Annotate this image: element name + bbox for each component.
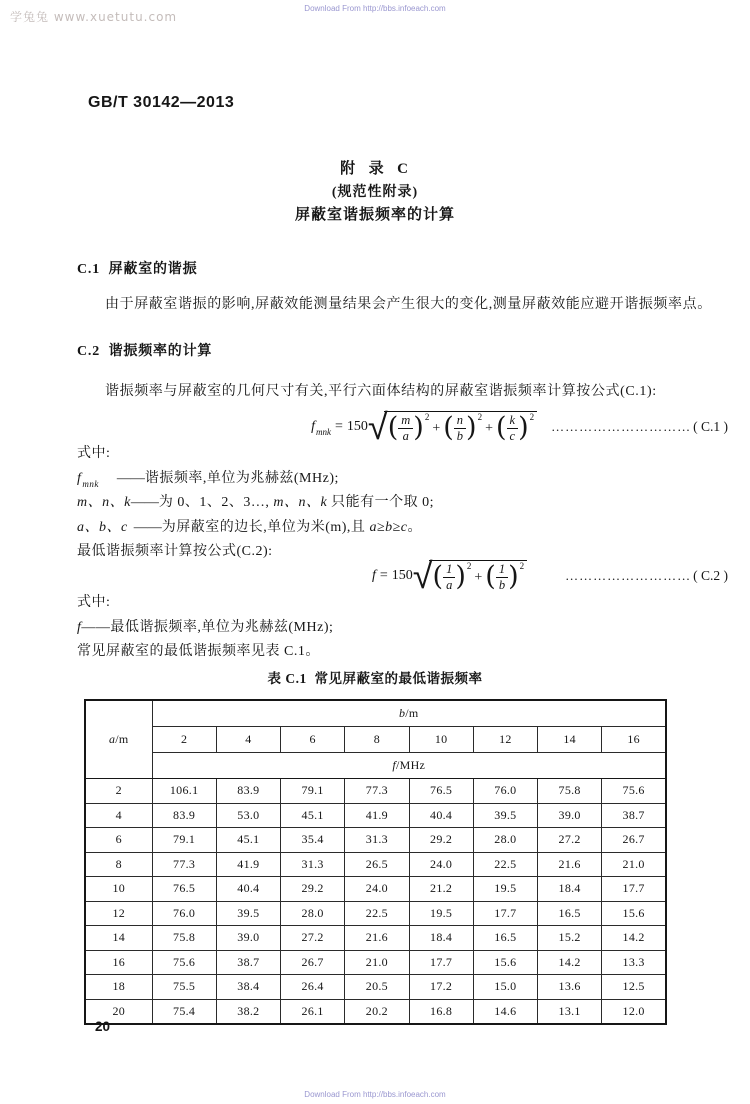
table-cell: 12.0 [602, 999, 666, 1024]
unit-mhz: /MHz [395, 758, 426, 772]
c2-where-list [77, 591, 728, 665]
appendix-titles [0, 157, 750, 227]
table-cell: 19.5 [473, 877, 537, 902]
table-c1-body [85, 779, 666, 1025]
description: 谐振频率,单位为兆赫兹(MHz); [144, 470, 339, 486]
sqrt-expression [412, 556, 527, 597]
left-paren: ( [443, 412, 454, 444]
var-a: a [108, 732, 116, 746]
where-line-fmnk [77, 467, 728, 492]
table-cell: 26.1 [281, 999, 345, 1024]
table-cell: 16.5 [538, 901, 602, 926]
table-cell: 76.0 [152, 901, 216, 926]
col-header: 16 [602, 727, 666, 753]
fraction-denominator: b [498, 578, 506, 592]
exponent: 2 [466, 560, 472, 571]
var-b: b [398, 706, 406, 720]
table-cell: 13.3 [602, 950, 666, 975]
table-cell: 45.1 [216, 828, 280, 853]
exponent: 2 [477, 411, 483, 422]
equals-sign: = [379, 568, 388, 583]
corner-header-am [85, 700, 152, 779]
group-header-bm [152, 700, 666, 727]
table-cell: 76.0 [473, 779, 537, 804]
right-paren: ) [455, 561, 466, 593]
table-row [85, 828, 666, 853]
equals-sign: = [335, 419, 343, 434]
table-cell: 41.9 [216, 852, 280, 877]
description: 为 0、1、2、3…, [158, 495, 274, 510]
col-header: 14 [538, 727, 602, 753]
dotted-leader: ………………………… [551, 419, 692, 434]
table-cell: 79.1 [281, 779, 345, 804]
plus-sign: + [432, 420, 441, 436]
table-cell: 17.7 [409, 950, 473, 975]
row-header-a: 10 [85, 877, 152, 902]
fraction-numerator: k [507, 414, 519, 429]
table-cell: 14.6 [473, 999, 537, 1024]
dash: —— [130, 495, 159, 510]
row-header-a: 14 [85, 926, 152, 951]
table-cell: 14.2 [602, 926, 666, 951]
table-row [85, 852, 666, 877]
formula-c1-lhs: f [311, 419, 316, 434]
table-cell: 27.2 [281, 926, 345, 951]
fraction-n-b [454, 414, 466, 443]
table-cell: 39.0 [216, 926, 280, 951]
section-c1-body: 由于屏蔽室谐振的影响,屏蔽效能测量结果会产生很大的变化,测量屏蔽效能应避开谐振频率点。 [105, 297, 712, 312]
left-paren: ( [387, 412, 399, 444]
table-cell: 13.6 [538, 975, 602, 1000]
formula-c1-lhs-subscript: mnk [316, 427, 332, 437]
table-cell: 38.7 [602, 803, 666, 828]
sqrt-sign-icon: √ [412, 556, 433, 597]
symbol-f: f [77, 470, 82, 486]
symbol-abc-inline: a≥b≥c [369, 519, 408, 535]
formula-c2-label: ( C.2 ) [693, 568, 728, 583]
symbol-mnk-inline: m、n、k [273, 495, 328, 510]
table-cell: 21.0 [602, 852, 666, 877]
sqrt-expression [367, 407, 537, 448]
description: 为屏蔽室的边长,单位为米(m),且 [161, 519, 370, 535]
table-cell: 29.2 [281, 877, 345, 902]
table-cell: 18.4 [409, 926, 473, 951]
table-cell: 53.0 [216, 803, 280, 828]
table-cell: 26.7 [602, 828, 666, 853]
fraction-k-c [507, 414, 519, 443]
table-row [85, 926, 666, 951]
row-header-a: 20 [85, 999, 152, 1024]
description: 。 [407, 519, 423, 535]
table-row [85, 901, 666, 926]
exponent: 2 [424, 411, 430, 422]
symbol-abc: a、b、c [77, 519, 128, 535]
table-row [85, 950, 666, 975]
dotted-leader: ……………………… [565, 568, 692, 583]
table-cell: 18.4 [538, 877, 602, 902]
col-header: 2 [152, 727, 216, 753]
table-cell: 35.4 [281, 828, 345, 853]
fraction-1-b [496, 563, 508, 592]
table-cell: 22.5 [473, 852, 537, 877]
table-c1-head [85, 700, 666, 779]
table-cell: 15.2 [538, 926, 602, 951]
table-c1 [84, 699, 667, 1025]
radicand [429, 560, 528, 592]
table-cell: 26.4 [281, 975, 345, 1000]
table-cell: 75.8 [152, 926, 216, 951]
fraction-denominator: b [456, 429, 464, 443]
table-cell: 76.5 [152, 877, 216, 902]
table-row [85, 803, 666, 828]
row-header-a: 6 [85, 828, 152, 853]
where-line-abc [77, 516, 728, 541]
fraction-numerator: m [398, 414, 413, 429]
table-cell: 22.5 [345, 901, 409, 926]
table-cell: 21.6 [345, 926, 409, 951]
symbol-f-subscript: mnk [82, 478, 99, 489]
table-cell: 20.5 [345, 975, 409, 1000]
table-cell: 75.6 [152, 950, 216, 975]
fraction-denominator: a [402, 429, 409, 443]
sqrt-sign-icon: √ [367, 407, 388, 448]
table-cell: 77.3 [345, 779, 409, 804]
table-cell: 19.5 [409, 901, 473, 926]
unit-m: /m [115, 732, 129, 746]
fraction-numerator: 1 [496, 563, 508, 578]
table-cell: 20.2 [345, 999, 409, 1024]
table-cell: 24.0 [345, 877, 409, 902]
formula-c1-coefficient: 150 [346, 419, 368, 434]
table-cell: 75.8 [538, 779, 602, 804]
table-cell: 15.6 [602, 901, 666, 926]
row-header-a: 4 [85, 803, 152, 828]
table-cell: 21.0 [345, 950, 409, 975]
fraction-numerator: n [454, 414, 466, 429]
table-cell: 16.8 [409, 999, 473, 1024]
right-paren: ) [466, 412, 477, 444]
table-cell: 83.9 [216, 779, 280, 804]
left-paren: ( [432, 561, 444, 593]
col-header: 8 [345, 727, 409, 753]
formula-c1-label: ( C.1 ) [693, 419, 728, 434]
section-c1-heading: C.1 屏蔽室的谐振 [77, 262, 198, 277]
exponent: 2 [529, 411, 535, 422]
section-c2-heading: C.2 谐振频率的计算 [77, 344, 213, 359]
symbol-f: f [77, 619, 82, 635]
table-cell: 83.9 [152, 803, 216, 828]
table-cell: 38.4 [216, 975, 280, 1000]
plus-sign: + [474, 569, 483, 585]
c1-where-list [77, 442, 728, 565]
where-line-f [77, 616, 728, 641]
site-watermark: 学兔兔 www.xuetutu.com [10, 10, 178, 24]
table-cell: 75.5 [152, 975, 216, 1000]
appendix-subtitle: (规范性附录) [331, 185, 419, 200]
fraction-numerator: 1 [443, 563, 455, 578]
var-f: f [392, 758, 396, 772]
dash: —— [133, 519, 162, 535]
row-header-a: 8 [85, 852, 152, 877]
plus-sign: + [485, 420, 493, 436]
fraction-denominator: c [509, 429, 516, 443]
c2-formula-intro: 最低谐振频率计算按公式(C.2): [77, 544, 273, 559]
unit-m: /m [405, 706, 419, 720]
left-paren: ( [495, 412, 507, 444]
table-cell: 40.4 [216, 877, 280, 902]
table-cell: 106.1 [152, 779, 216, 804]
table-cell: 31.3 [281, 852, 345, 877]
b-values-row [85, 727, 666, 753]
table-cell: 77.3 [152, 852, 216, 877]
exponent: 2 [519, 560, 525, 571]
right-paren: ) [508, 561, 519, 593]
download-note-bottom: Download From http://bbs.infoeach.com [304, 1090, 446, 1099]
fraction-m-a [398, 414, 413, 443]
table-cell: 14.2 [538, 950, 602, 975]
dash: —— [116, 470, 145, 486]
description: ——最低谐振频率,单位为兆赫兹(MHz); [81, 619, 334, 635]
col-header: 4 [216, 727, 280, 753]
page-number: 20 [95, 1019, 111, 1034]
col-header: 12 [473, 727, 537, 753]
table-row [85, 999, 666, 1024]
table-cell: 21.6 [538, 852, 602, 877]
section-c2-intro: 谐振频率与屏蔽室的几何尺寸有关,平行六面体结构的屏蔽室谐振频率计算按公式(C.1): [105, 384, 657, 399]
table-cell: 24.0 [409, 852, 473, 877]
col-header: 10 [409, 727, 473, 753]
appendix-topic: 屏蔽室谐振频率的计算 [294, 207, 455, 223]
table-cell: 39.5 [473, 803, 537, 828]
table-cell: 41.9 [345, 803, 409, 828]
table-cell: 13.1 [538, 999, 602, 1024]
table-cell: 17.7 [602, 877, 666, 902]
download-note-top: Download From http://bbs.infoeach.com [304, 4, 446, 13]
row-header-a: 12 [85, 901, 152, 926]
table-cell: 28.0 [281, 901, 345, 926]
left-paren: ( [485, 561, 496, 593]
table-cell: 45.1 [281, 803, 345, 828]
table-cell: 15.6 [473, 950, 537, 975]
where-line-mnk [77, 491, 728, 516]
table-cell: 31.3 [345, 828, 409, 853]
table-row [85, 779, 666, 804]
table-cell: 29.2 [409, 828, 473, 853]
table-cell: 38.7 [216, 950, 280, 975]
right-paren: ) [413, 412, 424, 444]
table-cell: 40.4 [409, 803, 473, 828]
table-cell: 27.2 [538, 828, 602, 853]
fraction-denominator: a [446, 578, 453, 592]
col-header: 6 [281, 727, 345, 753]
formula-c1-expression [311, 407, 537, 448]
table-cell: 17.7 [473, 901, 537, 926]
table-row [85, 975, 666, 1000]
unit-header-fmhz [152, 753, 666, 779]
row-header-a: 16 [85, 950, 152, 975]
table-cell: 28.0 [473, 828, 537, 853]
table-cell: 79.1 [152, 828, 216, 853]
table-cell: 17.2 [409, 975, 473, 1000]
table-reference-line: 常见屏蔽室的最低谐振频率见表 C.1。 [77, 644, 320, 659]
table-cell: 75.4 [152, 999, 216, 1024]
symbol-mnk: m、n、k [77, 495, 131, 510]
formula-c2-coefficient: 150 [391, 568, 413, 583]
right-paren: ) [518, 412, 529, 444]
table-caption: 表 C.1 常见屏蔽室的最低谐振频率 [267, 671, 483, 686]
table-cell: 38.2 [216, 999, 280, 1024]
table-cell: 15.0 [473, 975, 537, 1000]
formula-c2-lhs: f [371, 568, 376, 583]
formula-c2-expression [371, 556, 527, 597]
table-cell: 12.5 [602, 975, 666, 1000]
table-cell: 39.5 [216, 901, 280, 926]
appendix-title: 附 录 C [340, 161, 410, 177]
table-cell: 26.5 [345, 852, 409, 877]
doc-number: GB/T 30142—2013 [88, 94, 235, 111]
fraction-1-a [443, 563, 455, 592]
table-cell: 39.0 [538, 803, 602, 828]
description: 只能有一个取 0; [327, 495, 435, 510]
table-cell: 76.5 [409, 779, 473, 804]
table-row [85, 877, 666, 902]
table-cell: 16.5 [473, 926, 537, 951]
table-cell: 21.2 [409, 877, 473, 902]
table-cell: 26.7 [281, 950, 345, 975]
where-heading: 式中: [77, 595, 111, 610]
table-cell: 75.6 [602, 779, 666, 804]
row-header-a: 18 [85, 975, 152, 1000]
where-heading: 式中: [77, 446, 111, 461]
row-header-a: 2 [85, 779, 152, 804]
radicand [384, 411, 537, 443]
